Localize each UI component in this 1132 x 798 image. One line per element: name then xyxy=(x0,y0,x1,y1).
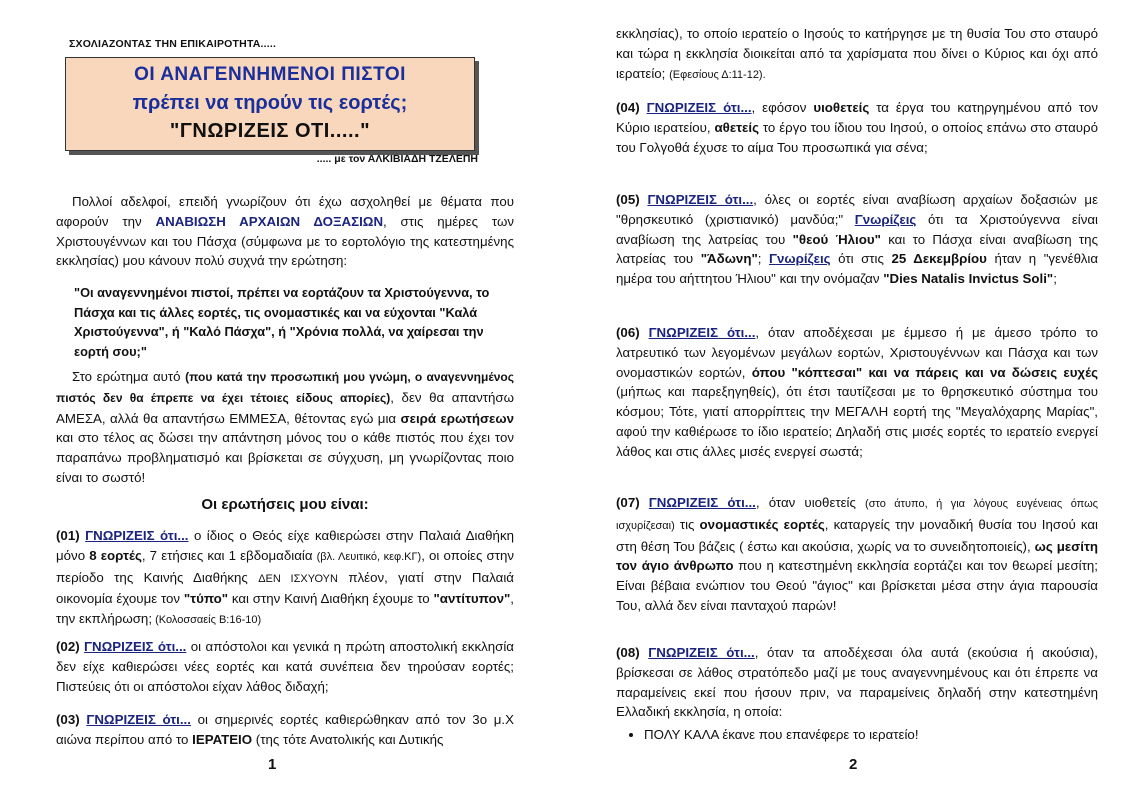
title-box xyxy=(65,57,475,151)
title-line-3: "ΓΝΩΡΙΖΕΙΣ ΟΤΙ....." xyxy=(169,120,371,142)
byline: ..... με τον ΑΛΚΙΒΙΑΔΗ ΤΖΕΛΕΠΗ xyxy=(316,153,478,165)
question-01: (01) ΓΝΩΡΙΖΕΙΣ ότι... ο ίδιος ο Θεός είχε καθιερώσει στην Παλαιά Διαθήκη μόνο 8 εορτές, 7 ετήσιες και 1 εβδομαδιαία (βλ. Λευιτικό, κεφ.ΚΓ), οι οποίες στην περίοδο της Καινής Διαθήκης ΔΕΝ ΙΣΧΥΟΥΝ πλέον, γιατί στην Παλαιά οικονομία έχουμε τον "τύπο" και στην Καινή Διαθήκη έχουμε το "αντίτυπον", την εκπλήρωση; (Κολοσσαείς Β:16-10) xyxy=(56,528,514,627)
bullet-list xyxy=(626,725,1098,745)
page-number-2: 2 xyxy=(849,756,858,773)
question-03: (03) ΓΝΩΡΙΖΕΙΣ ότι... οι σημερινές εορτές καθιερώθηκαν από τον 3ο μ.Χ αιώνα περίπου από το ΙΕΡΑΤΕΙΟ (της τότε Ανατολικής και Δυτικής xyxy=(56,712,514,747)
question-04: (04) ΓΝΩΡΙΖΕΙΣ ότι..., εφόσον υιοθετείς τα έργα του κατηργημένου από τον Κύριο ιερατείου, αθετείς το έργο του ίδιου του Ιησού, ο οποίος επάνω στο σταυρό του Γολγοθά έχυσε το αίμα Του προσωπικά για σένα; xyxy=(616,100,1098,155)
questions-heading: Οι ερωτήσεις μου είναι: xyxy=(201,496,369,513)
intro-paragraph-1: Πολλοί αδελφοί, επειδή γνωρίζουν ότι έχω ασχοληθεί με θέματα που αφορούν την ΑΝΑΒΙΩΣΗ ΑΡΧΑΙΩΝ ΔΟΞΑΣΙΩΝ, στις ημέρες των Χριστουγέννων και του Πάσχα (σύμφωνα με το εορτολόγιο της κατεστημένης εκκλησίας) μου κάνουν πολύ συχνά την ερώτηση: xyxy=(56,194,514,269)
title-line-1: ΟΙ ΑΝΑΓΕΝΝΗΜΕΝΟΙ ΠΙΣΤΟΙ xyxy=(134,64,406,85)
question-06: (06) ΓΝΩΡΙΖΕΙΣ ότι..., όταν αποδέχεσαι με έμμεσο ή με άμεσο τρόπο το λατρευτικό των λεγομένων μεγάλων εορτών, Χριστουγέννων και Πάσχα και των ονομαστικών εορτών, όπου "κόπτεσαι" και να πάρεις και να δώσεις ευχές (μήπως και παρεξηγηθείς), ότι έτσι ταυτίζεσαι με το θρησκευτικό σύστημα του κόσμου; Τότε, γιατί απορρίπτεις την ΜΕΓΑΛΗ εορτή της "Μεγαλόχαρης Μαρίας", αφού την καθιέρωσε το ίδιο ιερατείο; Δηλαδή στις μισές εορτές το ιερατείο ενεργεί λάθος και στις άλλες μισές ενεργεί σωστά; xyxy=(616,325,1099,459)
kicker: ΣΧΟΛΙΑΖΟΝΤΑΣ ΤΗΝ ΕΠΙΚΑΙΡΟΤΗΤΑ..... xyxy=(69,38,277,50)
intro-paragraph-2: Στο ερώτημα αυτό (που κατά την προσωπική μου γνώμη, ο αναγεννημένος πιστός δεν θα έπρεπε να έχει τέτοιες είδους απορίες), δεν θα απαντήσω ΑΜΕΣΑ, αλλά θα απαντήσω ΕΜΜΕΣΑ, θέτοντας εγώ μια σειρά ερωτήσεων και στο τέλος ας δώσει την απάντηση μόνος του ο κάθε πιστός που έχει τον παραπάνω προβληματισμό και βρίσκεται σε σύγχυση, μη γνωρίζοντας ποιο είναι το σωστό! xyxy=(56,369,514,485)
intro-quote: "Οι αναγεννημένοι πιστοί, πρέπει να εορτάζουν τα Χριστούγεννα, το Πάσχα και τις άλλες εορτές, τις ονομαστικές και να εύχονται "Καλά Χριστούγεννα", ή "Καλό Πάσχα", ή "Χρόνια πολλά, να χαίρεσαι την εορτή σου;" xyxy=(74,285,490,359)
question-08-bullets xyxy=(626,725,1098,745)
page-number-1: 1 xyxy=(268,756,277,773)
title-line-2: πρέπει να τηρούν τις εορτές; xyxy=(132,92,408,114)
bullet-item: • ΠΟΛΥ ΚΑΛΑ έκανε που επανέφερε το ιερατείο! xyxy=(644,725,1098,745)
right-page xyxy=(566,0,1132,798)
question-05: (05) ΓΝΩΡΙΖΕΙΣ ότι..., όλες οι εορτές είναι αναβίωση αρχαίων δοξασιών με "θρησκευτικό (χριστιανικό) μανδύα;" Γνωρίζεις ότι τα Χριστούγεννα είναι αναβίωση της λατρείας του "θεού Ήλιου" και το Πάσχα είναι αναβίωση της λατρείας του "Άδωνη"; Γνωρίζεις ότι στις 25 Δεκεμβρίου ήταν η "γενέθλια ημέρα του αήττητου Ήλιου" και την ονόμαζαν "Dies Natalis Invictus Soli"; xyxy=(616,192,1099,287)
question-07: (07) ΓΝΩΡΙΖΕΙΣ ότι..., όταν υιοθετείς (στο άτυπο, ή για λόγους ευγένειας όπως ισχυρίζεσαι) τις ονομαστικές εορτές, καταργείς την μοναδική θυσία του Ιησού και στη θέση Του βάζεις ( έστω και ακούσια, χωρίς να το συνειδητοποιείς), ως μεσίτη τον άγιο άνθρωπο που η κατεστημένη εκκλησία εορτάζει και τον θεωρεί μεσίτη; Είναι βέβαια ενώπιον του Θεού "άγιος" και βρίσκεται μέσα στην άγια παρουσία Του, αλλά δεν είναι πανταχού παρών! xyxy=(616,495,1098,613)
question-08: (08) ΓΝΩΡΙΖΕΙΣ ότι..., όταν τα αποδέχεσαι όλα αυτά (εκούσια ή ακούσια), βρίσκεσαι σε λάθος στρατόπεδο μαζί με τους αναγεννημένους και ότι έπρεπε να παραμείνεις εκεί που ήσουν πριν, να παραμείνεις δηλαδή στην κατεστημένη Ελλαδική εκκλησία, η οποία: xyxy=(616,645,1098,720)
question-03-continued: εκκλησίας), το οποίο ιερατείο ο Ιησούς το κατήργησε με τη θυσία Του στο σταυρό και τώρα η εκκλησία διοικείται από τα χαρίσματα που δίνει ο Κύριος και όχι από ιερατείο; (Εφεσίους Δ:11-12). xyxy=(616,26,1098,81)
question-02: (02) ΓΝΩΡΙΖΕΙΣ ότι... οι απόστολοι και γενικά η πρώτη αποστολική εκκλησία δεν είχε καθιερώσει νέες εορτές και κατά συνέπεια δεν τηρούσαν εορτές; Πιστεύεις ότι οι απόστολοι είχαν λάθος διδαχή; xyxy=(56,639,514,694)
